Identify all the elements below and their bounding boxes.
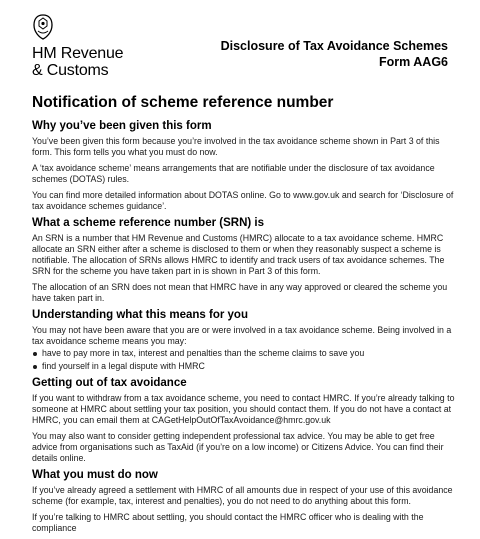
paragraph: If you want to withdraw from a tax avoidance scheme, you need to contact HMRC. If you’re already talking to someone at HMRC about settling your tax position, you should contact them. If you do not have a contact at HMRC, you can email them at CAGetHelpOutOfTaxAvoidance@hmrc.gov.uk xyxy=(32,393,455,425)
bullet-list xyxy=(32,348,458,372)
section-heading: What you must do now xyxy=(32,469,158,481)
section-heading: What a scheme reference number (SRN) is xyxy=(32,217,264,229)
section-heading: Understanding what this means for you xyxy=(32,309,248,321)
paragraph: If you’re talking to HMRC about settling, you should contact the HMRC officer who is dealing with the compliance xyxy=(32,512,424,533)
org-name xyxy=(32,45,123,79)
org-name-line1: HM Revenue xyxy=(32,45,124,62)
paragraph: You may not have been aware that you are or were involved in a tax avoidance scheme. Being involved in a tax avoidance scheme means you may: xyxy=(32,325,452,346)
org-name-line2: & Customs xyxy=(32,62,109,79)
paragraph: You’ve been given this form because you’re involved in the tax avoidance scheme shown in Part 3 of this form. This form tells you what you must do now. xyxy=(32,136,440,157)
list-item: have to pay more in tax, interest and penalties than the scheme claims to save you xyxy=(32,348,458,359)
paragraph: You can find more detailed information about DOTAS online. Go to www.gov.uk and search for ‘Disclosure of tax avoidance schemes guidance’. xyxy=(32,190,454,211)
section-understanding xyxy=(32,309,458,372)
paragraph: An SRN is a number that HM Revenue and Customs (HMRC) allocate to a tax avoidance scheme. HMRC allocate an SRN either after a scheme is disclosed to them or when they reasonably suspect a scheme is notifiable. The allocation of SRNs allows HMRC to identify and track users of tax avoidance schemes. The SRN for the scheme you have taken part in is shown in Part 3 of this form. xyxy=(32,233,445,276)
paragraph: If you’ve already agreed a settlement with HMRC of all amounts due in respect of your use of this avoidance scheme (for example, tax, interest and penalties), you do not need to do anything about this form. xyxy=(32,485,453,506)
section-what-to-do xyxy=(32,469,458,534)
page-title: Notification of scheme reference number xyxy=(32,94,334,111)
section-what-srn-is xyxy=(32,217,458,304)
paragraph: A ‘tax avoidance scheme’ means arrangements that are notifiable under the disclosure of tax avoidance schemes (DOTAS) rules. xyxy=(32,163,435,184)
form-code: Form AAG6 xyxy=(379,55,448,69)
section-heading: Why you’ve been given this form xyxy=(32,120,212,132)
royal-crest-icon xyxy=(32,14,54,40)
section-why-given xyxy=(32,120,458,212)
list-item: find yourself in a legal dispute with HMRC xyxy=(32,361,458,372)
hmrc-logo xyxy=(32,14,182,79)
paragraph: The allocation of an SRN does not mean that HMRC have in any way approved or cleared the scheme you have taken part in. xyxy=(32,282,448,303)
form-heading xyxy=(221,38,448,70)
form-content xyxy=(32,94,458,539)
section-heading: Getting out of tax avoidance xyxy=(32,377,187,389)
form-title: Disclosure of Tax Avoidance Schemes xyxy=(220,39,448,53)
section-getting-out xyxy=(32,377,458,464)
paragraph: You may also want to consider getting independent professional tax advice. You may be able to get free advice from organisations such as TaxAid (if you’re on a low income) or Citizens Advice. You can find their details online. xyxy=(32,431,444,463)
